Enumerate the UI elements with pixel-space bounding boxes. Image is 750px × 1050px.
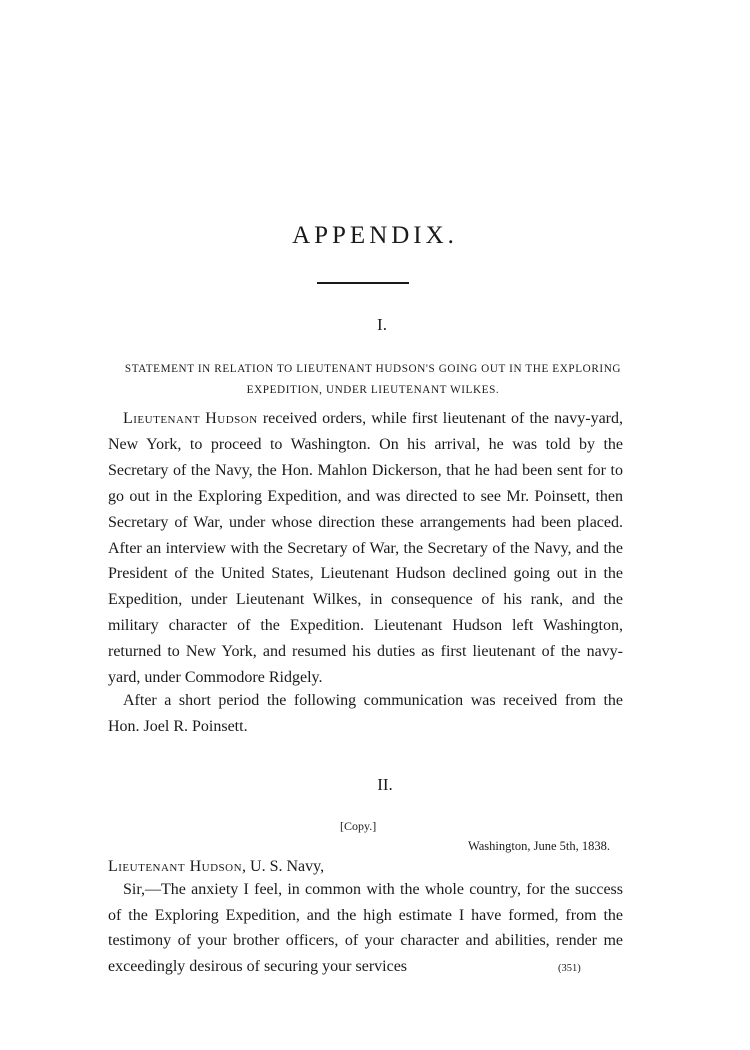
addressee-name: Lieutenant Hudson (108, 858, 243, 875)
lead-word-lieutenant: Lieutenant (123, 410, 201, 427)
lead-word-hudson: Hudson (205, 410, 258, 427)
section-one-paragraph-1 (108, 406, 623, 691)
letter-body: Sir,—The anxiety I feel, in common with the whole country, for the success of the Exploring Expedition, and the high estimate I have formed, from the testimony of your brother officers, of your character and abilities, render me exceedingly desirous of securing your services (108, 881, 623, 975)
page-number: (351) (558, 963, 581, 974)
section-number-one: I. (377, 315, 387, 334)
appendix-heading: APPENDIX. (292, 222, 458, 249)
section-number-two: II. (377, 775, 393, 794)
paragraph-1-body: received orders, while first lieutenant of the navy-yard, New York, to proceed to Washington. On his arrival, he was told by the Secretary of the Navy, the Hon. Mahlon Dickerson, that he had been sent for to go out in the Exploring Expedition, and was directed to see Mr. Poinsett, then Secretary of War, under whose direction these arrangements had been placed. After an interview with the Secretary of War, the Secretary of the Navy, and the President of the United States, Lieutenant Hudson declined going out in the Expedition, under Lieutenant Wilkes, in consequence of his rank, and the military character of the Expedition. Lieutenant Hudson left Washington, returned to New York, and resumed his duties as first lieutenant of the navy-yard, under Commodore Ridgely. (108, 410, 624, 687)
section-one-paragraph-2: After a short period the following communication was received from the Hon. Joel R. Poinsett. (108, 692, 623, 735)
section-one-title: STATEMENT IN RELATION TO LIEUTENANT HUDSON'S GOING OUT IN THE EXPLORING EXPEDITION, UNDER LIEUTENANT WILKES. (124, 363, 622, 396)
heading-rule (317, 282, 409, 284)
letter-dateline: Washington, June 5th, 1838. (467, 839, 610, 853)
addressee-rank: , U. S. Navy, (242, 858, 325, 875)
copy-label: [Copy.] (340, 819, 377, 833)
